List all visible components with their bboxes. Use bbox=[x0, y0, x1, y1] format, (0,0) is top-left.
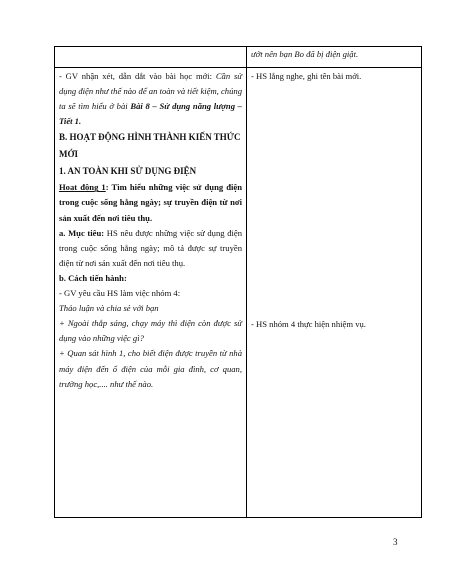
student-answer-continuation: ướt nên bạn Bo đã bị điện giật. bbox=[251, 49, 359, 59]
table-row bbox=[55, 68, 422, 518]
section-b-heading: B. HOẠT ĐỘNG HÌNH THÀNH KIẾN THỨC MỚI bbox=[59, 132, 241, 160]
student-group-text: - HS nhóm 4 thực hiện nhiệm vụ. bbox=[251, 319, 366, 330]
objective-text: HS nêu được những việc sử dụng điện trong cuộc sống hằng ngày; mô tả được sự truyền điện từ nơi sản xuất đến nơi tiêu thụ. bbox=[59, 227, 243, 268]
intro-italic: Cần sử dụng điện như thế nào để an toàn và tiết kiệm, chúng ta sẽ tìm hiểu ở bài bbox=[59, 71, 242, 112]
page-number: 3 bbox=[393, 537, 398, 547]
intro-paragraph bbox=[59, 69, 242, 129]
intro-prefix: - GV nhận xét, dẫn dắt vào bài học mới: bbox=[59, 71, 216, 81]
lesson-table bbox=[54, 46, 422, 518]
objective-paragraph bbox=[59, 226, 242, 271]
method-line: - GV yêu cầu HS làm việc nhóm 4: bbox=[59, 288, 181, 299]
method-heading: b. Cách tiến hành: bbox=[59, 272, 127, 283]
student-activity-cell bbox=[247, 68, 422, 518]
method-line: + Quan sát hình 1, cho biết điện được truyền từ nhà máy điện đến ổ điện của mỗi gia đình, cơ quan, trường học,.... như thế nào. bbox=[59, 348, 242, 389]
lesson-title: Bài 8 – Sử dụng năng lượng – Tiết 1. bbox=[59, 101, 242, 127]
table-cell-right-top bbox=[247, 47, 422, 68]
table-row bbox=[55, 47, 422, 68]
method-line: Thảo luận và chia sẻ với bạn bbox=[59, 303, 159, 314]
section-1-heading: 1. AN TOÀN KHI SỬ DỤNG ĐIỆN bbox=[59, 166, 197, 177]
activity-paragraph bbox=[59, 180, 242, 225]
method-line: + Ngoài thắp sáng, chạy máy thì điện còn được sử dụng vào những việc gì? bbox=[59, 318, 242, 344]
spacer bbox=[251, 84, 417, 317]
table-cell-left-top bbox=[55, 47, 247, 68]
teacher-activity-cell bbox=[55, 68, 247, 518]
objective-label: a. Mục tiêu: bbox=[59, 227, 105, 238]
activity-text: : Tìm hiểu những việc sử dụng điện trong cuộc sống hằng ngày; sự truyền điện từ nơi sản xuất đến nơi tiêu thụ. bbox=[59, 182, 242, 223]
activity-label: Hoạt động 1 bbox=[59, 182, 106, 193]
student-listen-text: - HS lắng nghe, ghi tên bài mới. bbox=[251, 71, 362, 81]
